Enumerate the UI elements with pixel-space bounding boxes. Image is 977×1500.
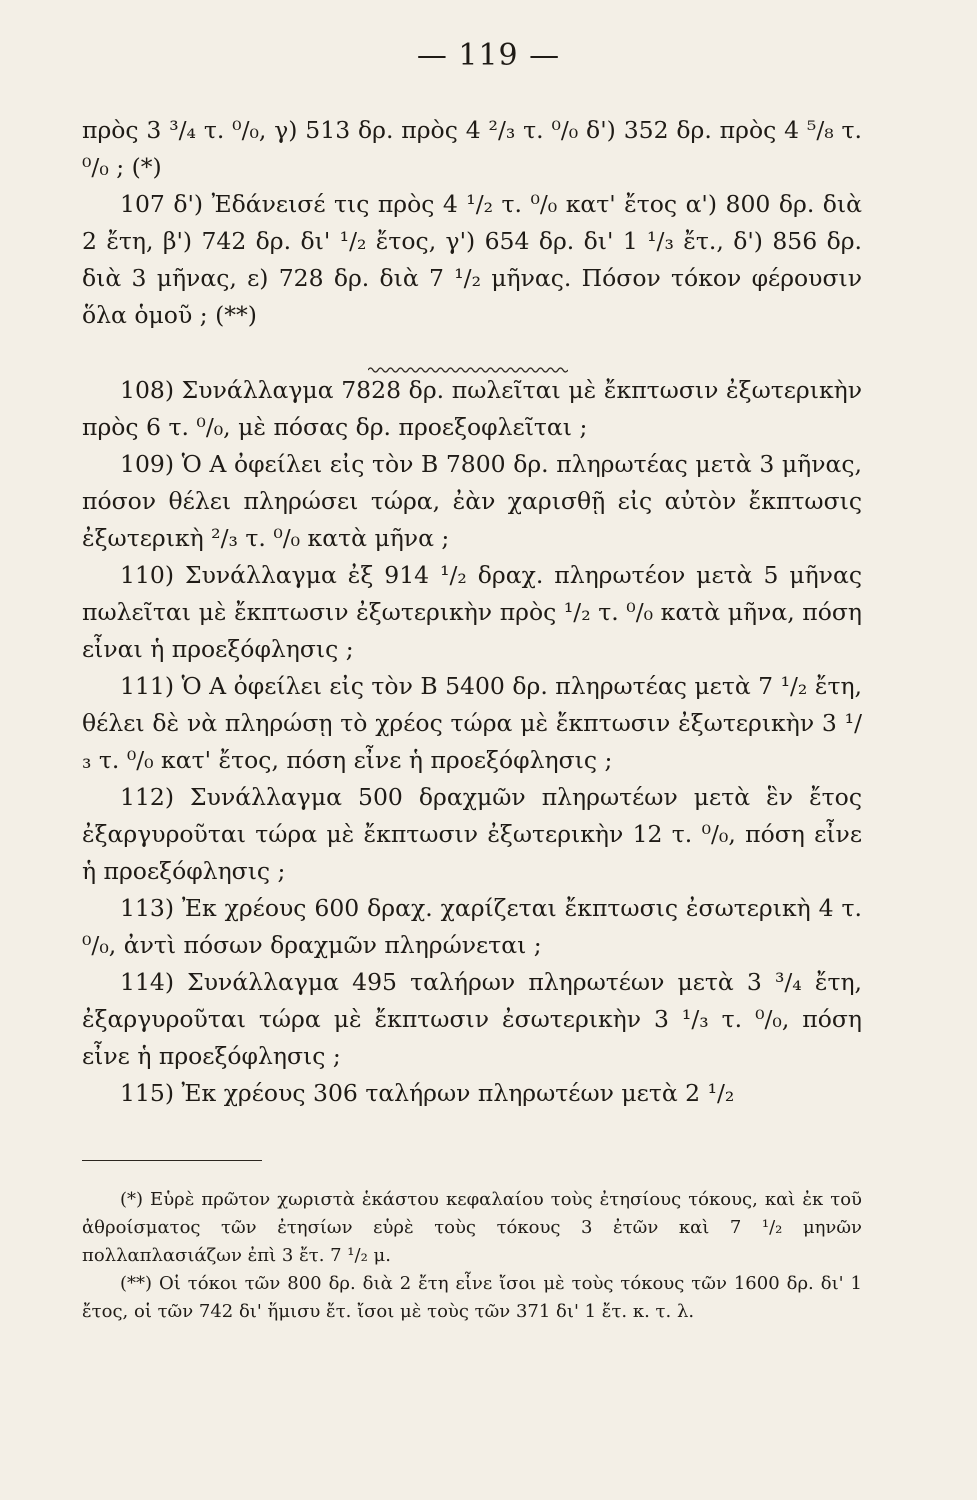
problem-114: 114) Συνάλλαγμα 495 ταλήρων πληρωτέων μετὰ 3 ³/₄ ἔτη, ἐξαργυροῦται τώρα μὲ ἔκπτωσιν ἐσωτερικὴν 3 ¹/₃ τ. ⁰/₀, πόση εἶνε ἡ προεξόφλησις ; [82,968,862,1070]
problem-110: 110) Συνάλλαγμα ἐξ 914 ¹/₂ δραχ. πληρωτέον μετὰ 5 μῆνας πωλεῖται μὲ ἔκπτωσιν ἐξωτερικὴν πρὸς ¹/₂ τ. ⁰/₀ κατὰ μῆνα, πόση εἶναι ἡ προεξόφλησις ; [82,561,862,663]
wavy-separator [368,366,568,374]
main-text [82,112,862,1112]
problem-109: 109) Ὁ Α ὀφείλει εἰς τὸν Β 7800 δρ. πληρωτέας μετὰ 3 μῆνας, πόσον θέλει πληρώσει τώρα, ἐὰν χαρισθῇ εἰς αὐτὸν ἔκπτωσις ἐξωτερικὴ ²/₃ τ. ⁰/₀ κατὰ μῆνα ; [82,450,862,552]
problem-108: 108) Συνάλλαγμα 7828 δρ. πωλεῖται μὲ ἔκπτωσιν ἐξωτερικὴν πρὸς 6 τ. ⁰/₀, μὲ πόσας δρ. προεξοφλεῖται ; [82,376,862,441]
footnote-rule [82,1160,262,1161]
problem-113: 113) Ἐκ χρέους 600 δραχ. χαρίζεται ἔκπτωσις ἐσωτερικὴ 4 τ. ⁰/₀, ἀντὶ πόσων δραχμῶν πληρώνεται ; [82,894,862,959]
problem-115: 115) Ἐκ χρέους 306 ταλήρων πληρωτέων μετὰ 2 ¹/₂ [120,1079,735,1107]
paragraph-continuation: πρὸς 3 ³/₄ τ. ⁰/₀, γ) 513 δρ. πρὸς 4 ²/₃ τ. ⁰/₀ δ') 352 δρ. πρὸς 4 ⁵/₈ τ. ⁰/₀ ; (*) [82,116,862,181]
footnote-1: (*) Εὑρὲ πρῶτον χωριστὰ ἑκάστου κεφαλαίου τοὺς ἐτησίους τόκους, καὶ ἐκ τοῦ ἀθροίσματος τῶν ἐτησίων εὑρὲ τοὺς τόκους 3 ἐτῶν καὶ 7 ¹/₂ μηνῶν πολλαπλασιάζων ἐπὶ 3 ἔτ. 7 ¹/₂ μ. [82,1189,862,1266]
problem-107: 107 δ') Ἐδάνεισέ τις πρὸς 4 ¹/₂ τ. ⁰/₀ κατ' ἔτος α') 800 δρ. διὰ 2 ἔτη, β') 742 δρ. δι' ¹/₂ ἔτος, γ') 654 δρ. δι' 1 ¹/₃ ἔτ., δ') 856 δρ. διὰ 3 μῆνας, ε) 728 δρ. διὰ 7 ¹/₂ μῆνας. Πόσον τόκον φέρουσιν ὅλα ὁμοῦ ; (**) [82,190,862,329]
footnotes [82,1186,862,1326]
footnote-2: (**) Οἱ τόκοι τῶν 800 δρ. διὰ 2 ἔτη εἶνε ἴσοι μὲ τοὺς τόκους τῶν 1600 δρ. δι' 1 ἔτος, οἱ τῶν 742 δι' ἥμισυ ἔτ. ἴσοι μὲ τοὺς τῶν 371 δι' 1 ἔτ. κ. τ. λ. [82,1273,862,1322]
problem-111: 111) Ὁ Α ὀφείλει εἰς τὸν Β 5400 δρ. πληρωτέας μετὰ 7 ¹/₂ ἔτη, θέλει δὲ νὰ πληρώσῃ τὸ χρέος τώρα μὲ ἔκπτωσιν ἐξωτερικὴν 3 ¹/₃ τ. ⁰/₀ κατ' ἔτος, πόση εἶνε ἡ προεξόφλησις ; [82,672,862,774]
problem-112: 112) Συνάλλαγμα 500 δραχμῶν πληρωτέων μετὰ ἓν ἔτος ἐξαργυροῦται τώρα μὲ ἔκπτωσιν ἐξωτερικὴν 12 τ. ⁰/₀, πόση εἶνε ἡ προεξόφλησις ; [82,783,862,885]
page-number: — 119 — [416,38,561,73]
